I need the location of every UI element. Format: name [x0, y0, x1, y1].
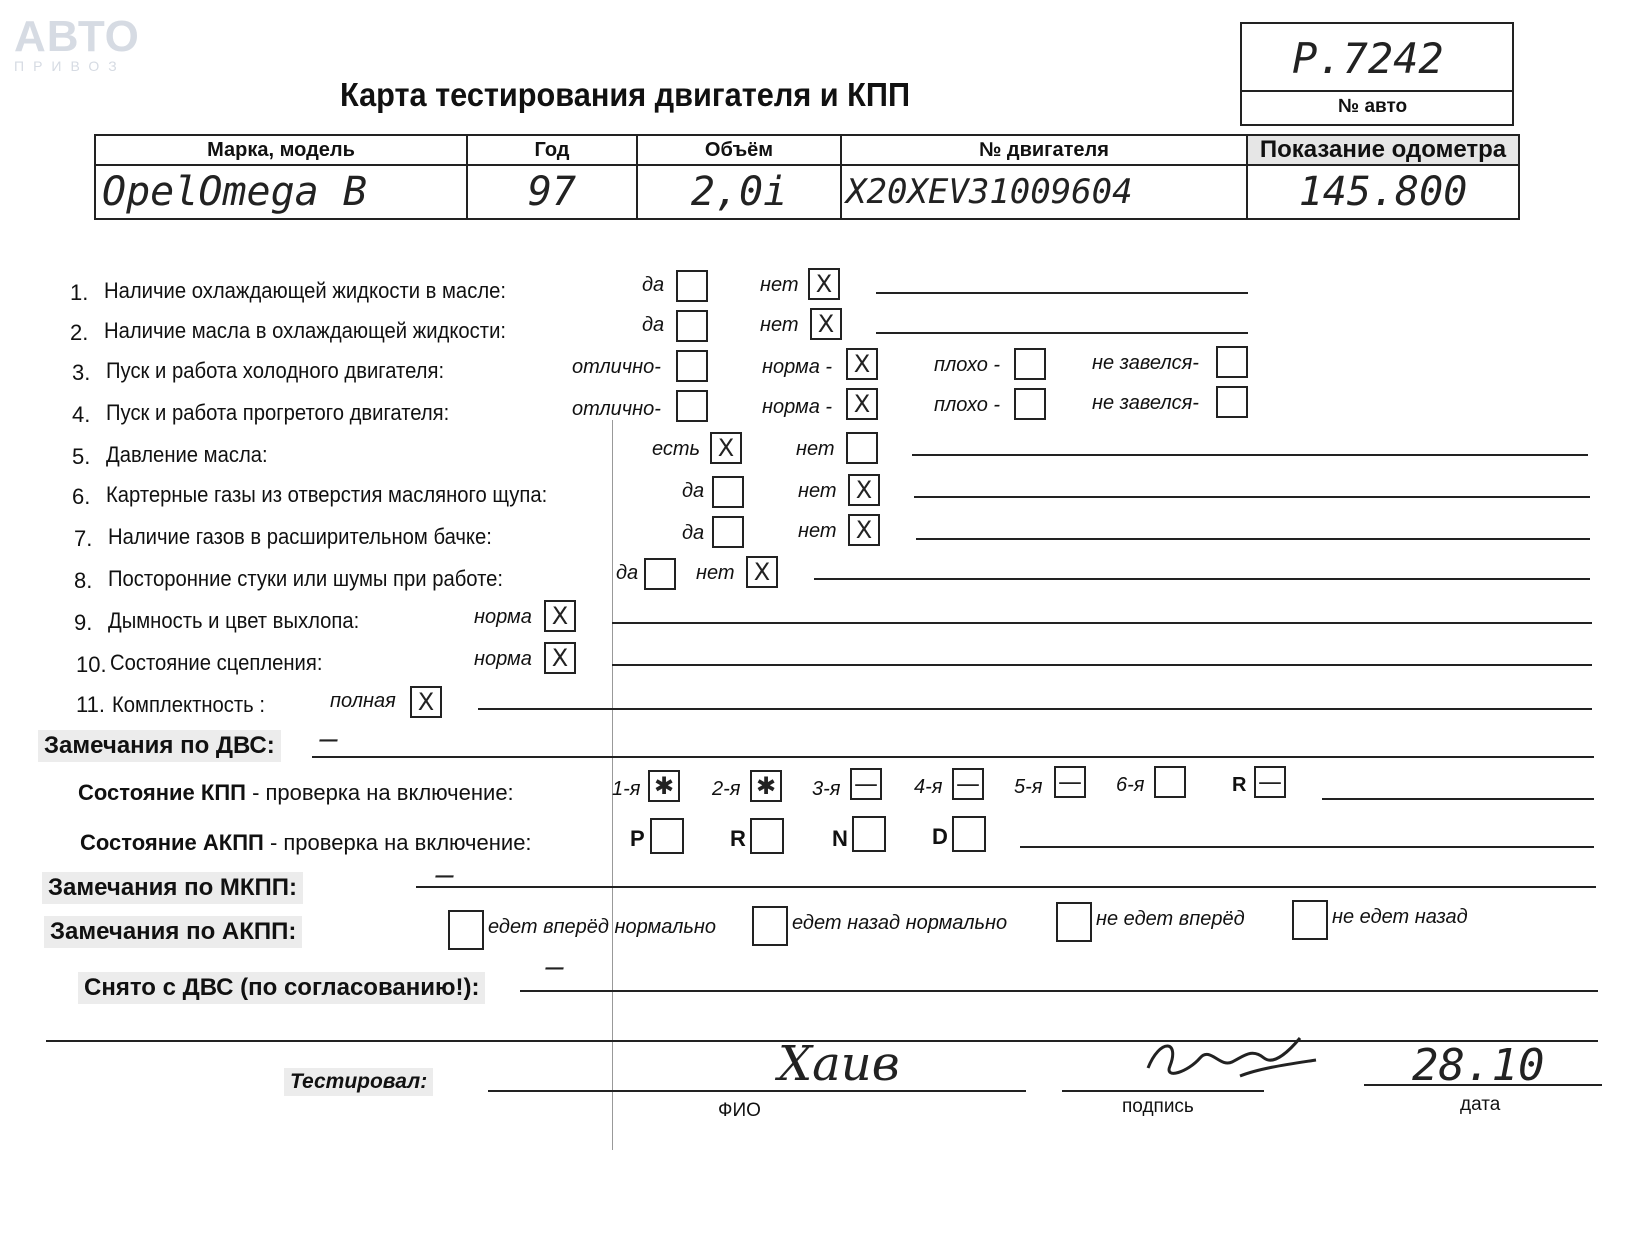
- akpp-no-forward-checkbox[interactable]: [1056, 902, 1092, 942]
- question-text: Наличие охлаждающей жидкости в масле:: [104, 278, 507, 303]
- akpp-option-label: не едет назад: [1332, 906, 1468, 928]
- answer-line: [478, 708, 1592, 710]
- gear-label: 2-я: [712, 778, 741, 800]
- auto-number-value: Р.7242: [1292, 34, 1444, 83]
- answer-line: [876, 292, 1248, 294]
- answer-line: [912, 454, 1588, 456]
- checkbox[interactable]: [846, 432, 878, 464]
- question-text: Комплектность :: [112, 692, 265, 717]
- watermark-logo: [14, 14, 140, 74]
- akpp-position-label: D: [932, 824, 948, 849]
- removed-label: Снято с ДВС (по согласованию!):: [78, 972, 485, 1004]
- auto-number-label: № авто: [1338, 96, 1408, 117]
- gear-checkbox[interactable]: —: [952, 768, 984, 800]
- checkbox[interactable]: X: [544, 600, 576, 632]
- gear-checkbox[interactable]: ✱: [648, 770, 680, 802]
- akpp-option-label: едет назад нормально: [792, 912, 1008, 934]
- removed-value: —: [546, 950, 565, 985]
- answer-line: [914, 496, 1590, 498]
- question-number: 8.: [74, 568, 93, 593]
- gear-checkbox[interactable]: —: [1254, 766, 1286, 798]
- option-label: есть: [652, 438, 701, 460]
- answer-line: [312, 756, 1594, 758]
- mkpp-remarks-label: Замечания по МКПП:: [42, 872, 303, 904]
- checkbox[interactable]: X: [848, 514, 880, 546]
- question-number: 3.: [72, 360, 91, 385]
- option-label: да: [642, 314, 665, 336]
- gear-label: 1-я: [612, 778, 641, 800]
- option-label: норма: [474, 648, 532, 670]
- akpp-checkbox[interactable]: [952, 816, 986, 852]
- question-number: 7.: [74, 526, 93, 551]
- gear-label: R: [1232, 774, 1247, 796]
- question-text: Дымность и цвет выхлопа:: [108, 608, 360, 633]
- akpp-checkbox[interactable]: [852, 816, 886, 852]
- checkbox[interactable]: [1216, 386, 1248, 418]
- question-number: 5.: [72, 444, 91, 469]
- kpp-label: Состояние КПП - проверка на включение:: [78, 780, 514, 805]
- option-label: полная: [330, 690, 396, 712]
- question-number: 10.: [76, 652, 107, 677]
- answer-line: [1322, 798, 1594, 800]
- question-text: Давление масла:: [106, 442, 268, 467]
- option-label: плохо -: [934, 394, 1001, 416]
- vehicle-header-table: [94, 134, 1520, 220]
- option-label: не завелся-: [1092, 352, 1199, 374]
- option-label: нет: [796, 438, 835, 460]
- volume-value: 2,0i: [637, 165, 841, 219]
- dvs-remarks-label: Замечания по ДВС:: [38, 730, 281, 762]
- fio-line: [488, 1090, 1026, 1092]
- question-number: 1.: [70, 280, 89, 305]
- question-number: 4.: [72, 402, 91, 427]
- akpp-no-reverse-checkbox[interactable]: [1292, 900, 1328, 940]
- option-label: нет: [760, 274, 799, 296]
- engine-number-value: X20XEV31009604: [841, 165, 1247, 219]
- question-text: Картерные газы из отверстия масляного щупа:: [106, 482, 548, 507]
- date-value: 28.10: [1412, 1040, 1545, 1091]
- option-label: не завелся-: [1092, 392, 1199, 414]
- question-number: 6.: [72, 484, 91, 509]
- sign-line: [1062, 1090, 1264, 1092]
- akpp-label: Состояние АКПП - проверка на включение:: [80, 830, 532, 855]
- logo-main-text: АВТО: [14, 12, 140, 61]
- akpp-remarks-label: Замечания по АКПП:: [44, 916, 302, 948]
- option-label: плохо -: [934, 354, 1001, 376]
- mkpp-remarks-value: —: [436, 858, 455, 893]
- answer-line: [1020, 846, 1594, 848]
- question-text: Наличие масла в охлаждающей жидкости:: [104, 318, 507, 343]
- gear-label: 4-я: [914, 776, 943, 798]
- dvs-remarks-value: —: [320, 722, 339, 757]
- checkbox[interactable]: X: [710, 432, 742, 464]
- checkbox[interactable]: [676, 350, 708, 382]
- question-text: Наличие газов в расширительном бачке:: [108, 524, 492, 549]
- akpp-forward-ok-checkbox[interactable]: [448, 910, 484, 950]
- checkbox[interactable]: X: [846, 388, 878, 420]
- answer-line: [612, 664, 1592, 666]
- akpp-position-label: N: [832, 826, 848, 851]
- gear-checkbox[interactable]: [1154, 766, 1186, 798]
- gear-label: 6-я: [1116, 774, 1145, 796]
- option-label: нет: [696, 562, 735, 584]
- checkbox[interactable]: X: [808, 268, 840, 300]
- answer-line: [612, 622, 1592, 624]
- answer-line: [876, 332, 1248, 334]
- option-label: норма -: [762, 356, 833, 378]
- model-value: OpelOmega B: [95, 165, 467, 219]
- option-label: норма: [474, 606, 532, 628]
- checkbox[interactable]: X: [846, 348, 878, 380]
- option-label: нет: [760, 314, 799, 336]
- checkbox[interactable]: [676, 270, 708, 302]
- checkbox[interactable]: X: [810, 308, 842, 340]
- year-value: 97: [467, 165, 637, 219]
- akpp-option-label: едет вперёд нормально: [488, 916, 717, 938]
- option-label: нет: [798, 520, 837, 542]
- akpp-checkbox[interactable]: [650, 818, 684, 854]
- akpp-reverse-ok-checkbox[interactable]: [752, 906, 788, 946]
- option-label: да: [682, 480, 705, 502]
- gear-label: 5-я: [1014, 776, 1043, 798]
- col-model: Марка, модель: [95, 135, 467, 165]
- answer-line: [520, 990, 1598, 992]
- date-caption: дата: [1460, 1094, 1501, 1115]
- answer-line: [916, 538, 1590, 540]
- option-label: отлично-: [572, 356, 661, 378]
- auto-number-box: [1240, 22, 1514, 126]
- date-line: [1364, 1084, 1602, 1086]
- question-text: Посторонние стуки или шумы при работе:: [108, 566, 504, 591]
- answer-line: [814, 578, 1590, 580]
- akpp-position-label: P: [630, 826, 645, 851]
- col-odometer: Показание одометра: [1247, 135, 1519, 165]
- col-year: Год: [467, 135, 637, 165]
- option-label: да: [642, 274, 665, 296]
- checkbox[interactable]: X: [746, 556, 778, 588]
- answer-line: [416, 886, 1596, 888]
- checkbox[interactable]: X: [410, 686, 442, 718]
- checkbox[interactable]: [1216, 346, 1248, 378]
- option-label: отлично-: [572, 398, 661, 420]
- sign-caption: подпись: [1122, 1096, 1194, 1117]
- option-label: да: [616, 562, 639, 584]
- col-volume: Объём: [637, 135, 841, 165]
- logo-sub-text: ПРИВОЗ: [14, 58, 126, 74]
- checkbox[interactable]: [712, 516, 744, 548]
- question-text: Состояние сцепления:: [110, 650, 323, 675]
- checkbox[interactable]: [676, 310, 708, 342]
- gear-label: 3-я: [812, 778, 841, 800]
- checkbox[interactable]: [712, 476, 744, 508]
- option-label: да: [682, 522, 705, 544]
- gear-checkbox[interactable]: —: [850, 768, 882, 800]
- option-label: нет: [798, 480, 837, 502]
- gear-checkbox[interactable]: ✱: [750, 770, 782, 802]
- akpp-option-label: не едет вперёд: [1096, 908, 1245, 930]
- checkbox[interactable]: [1014, 348, 1046, 380]
- question-text: Пуск и работа холодного двигателя:: [106, 358, 445, 383]
- checkbox[interactable]: [676, 390, 708, 422]
- col-engine-number: № двигателя: [841, 135, 1247, 165]
- option-label: норма -: [762, 396, 833, 418]
- checkbox[interactable]: X: [544, 642, 576, 674]
- checkbox[interactable]: [644, 558, 676, 590]
- divider: [1242, 90, 1512, 92]
- question-number: 11.: [76, 692, 105, 717]
- checkbox[interactable]: [1014, 388, 1046, 420]
- form-title: Карта тестирования двигателя и КПП: [340, 76, 911, 113]
- gear-checkbox[interactable]: —: [1054, 766, 1086, 798]
- akpp-position-label: R: [730, 826, 746, 851]
- odometer-value: 145.800: [1247, 165, 1519, 219]
- tested-label: Тестировал:: [284, 1068, 433, 1096]
- signature: [1140, 1028, 1320, 1092]
- checkbox[interactable]: X: [848, 474, 880, 506]
- fio-value: Хаив: [778, 1036, 900, 1092]
- question-text: Пуск и работа прогретого двигателя:: [106, 400, 450, 425]
- question-number: 9.: [74, 610, 93, 635]
- akpp-checkbox[interactable]: [750, 818, 784, 854]
- question-number: 2.: [70, 320, 89, 345]
- fio-caption: ФИО: [718, 1100, 761, 1121]
